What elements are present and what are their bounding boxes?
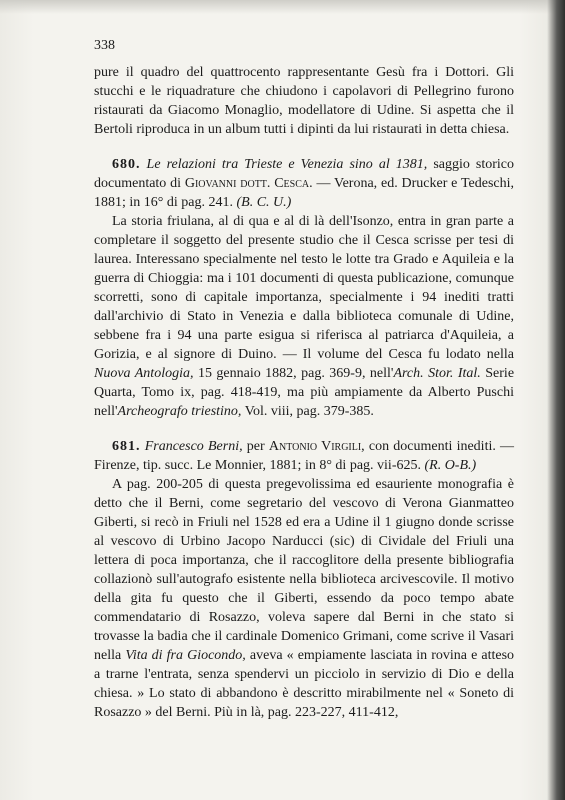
entry-680-journal-2: Arch. Stor. Ital. <box>393 366 481 381</box>
entry-681 <box>94 437 514 722</box>
entry-680-code: (B. C. U.) <box>236 195 292 210</box>
entry-680-desc-a: saggio storico documentato di <box>94 157 515 191</box>
entry-680-body <box>94 212 514 421</box>
entry-681-desc-b: con documenti inediti. — Firenze, tip. succ. Le Monnier, 1881; in 8° di pag. vii-625. <box>94 439 515 473</box>
entry-680-body-d: Vol. viii, pag. 379-385. <box>244 404 374 419</box>
entry-681-citation <box>94 437 514 475</box>
entry-680-author: Giovanni dott. Cesca. <box>184 176 313 191</box>
entry-681-number: 681. <box>112 439 141 454</box>
entry-680-desc-b: — Verona, ed. Drucker e Tedeschi, 1881; in 16° di pag. 241. <box>94 176 515 210</box>
entry-681-body-a: A pag. 200-205 di questa pregevolissima ed esauriente monografia è detto che il Berni, come segretario del vescovo di Verona Gianmatteo Giberti, si recò in Friuli nel 1528 ed era a Udine il 1 giugno donde scrisse al vescovo di Urbino Jacopo Narducci (sic) di Cividale del Friuli una lettera di poca importanza, che il raccoglitore della presente bibliografia collazionò sull'autografo esistente nella biblioteca arcivescovile. Il motivo della gita fu questo che il Giberti, essendo da poco tempo abate commendatario di Rosazzo, voleva sapere dal Berni in che stato si trovasse la badia che il cardinale Domenico Grimani, come scrive il Vasari nella <box>94 477 514 663</box>
entry-680 <box>94 155 514 421</box>
entry-680-body-c: Serie Quarta, Tomo ix, pag. 418-419, ma più ampiamente da Alberto Puschi nell' <box>94 366 515 419</box>
entry-681-work-title: Vita di fra Giocondo, <box>125 648 246 663</box>
entry-680-body-b: 15 gennaio 1882, pag. 369-9, nell' <box>197 366 394 381</box>
top-shadow <box>0 0 565 14</box>
page-number: 338 <box>94 38 115 53</box>
entry-681-author: Antonio Virgili, <box>268 439 365 454</box>
entry-680-citation <box>94 155 514 212</box>
page-content <box>94 36 514 722</box>
intro-paragraph: pure il quadro del quattrocento rappresentante Gesù fra i Dottori. Gli stucchi e le riquadrature che chiudono i capolavori di Pellegrino furono ristaurati da Giacomo Monaglio, modellatore di Udine. Si aspetta che il Bertoli riproduca in un album tutti i dipinti da lui ristaurati in detta chiesa. <box>94 65 514 137</box>
entry-681-code: (R. O-B.) <box>424 458 477 473</box>
entry-680-journal-1: Nuova Antologia, <box>94 366 194 381</box>
page-edge-shadow <box>547 0 565 800</box>
entry-681-title: Francesco Berni, <box>144 439 243 454</box>
entry-681-body <box>94 475 514 722</box>
entry-680-number: 680. <box>112 157 141 172</box>
entry-680-body-a: La storia friulana, al di qua e al di là dell'Isonzo, entra in gran parte a completare il soggetto del presente studio che il Cesca scrisse per tesi di laurea. Interessano specialmente nel testo le lotte tra Grado e Aquileia e la guerra di Chioggia: ma i 101 documenti di questa publicazione, comunque scorretti, sono di capitale importanza, specialmente i 94 inediti tratti dall'archivio di Stato in Venezia e dalla biblioteca comunale di Udine, sebbene fra i 94 una parte esigua si riferisca al patriarca d'Aquileia, a Gorizia, e al signore di Duino. — Il volume del Cesca fu lodato nella <box>94 214 514 362</box>
entry-680-title: Le relazioni tra Trieste e Venezia sino al 1381, <box>146 157 428 172</box>
entry-681-desc-a: per <box>246 439 265 454</box>
entry-681-body-b: aveva « empiamente lasciata in rovina e atteso a trarne l'entrata, senza spendervi un picciolo in servizio di Dio e della chiesa. » Lo stato di abbandono è descritto mirabilmente nel « Soneto di Rosazzo » del Berni. Più in là, pag. 223-227, 411-412, <box>94 648 515 720</box>
entry-680-journal-3: Archeografo triestino, <box>117 404 242 419</box>
